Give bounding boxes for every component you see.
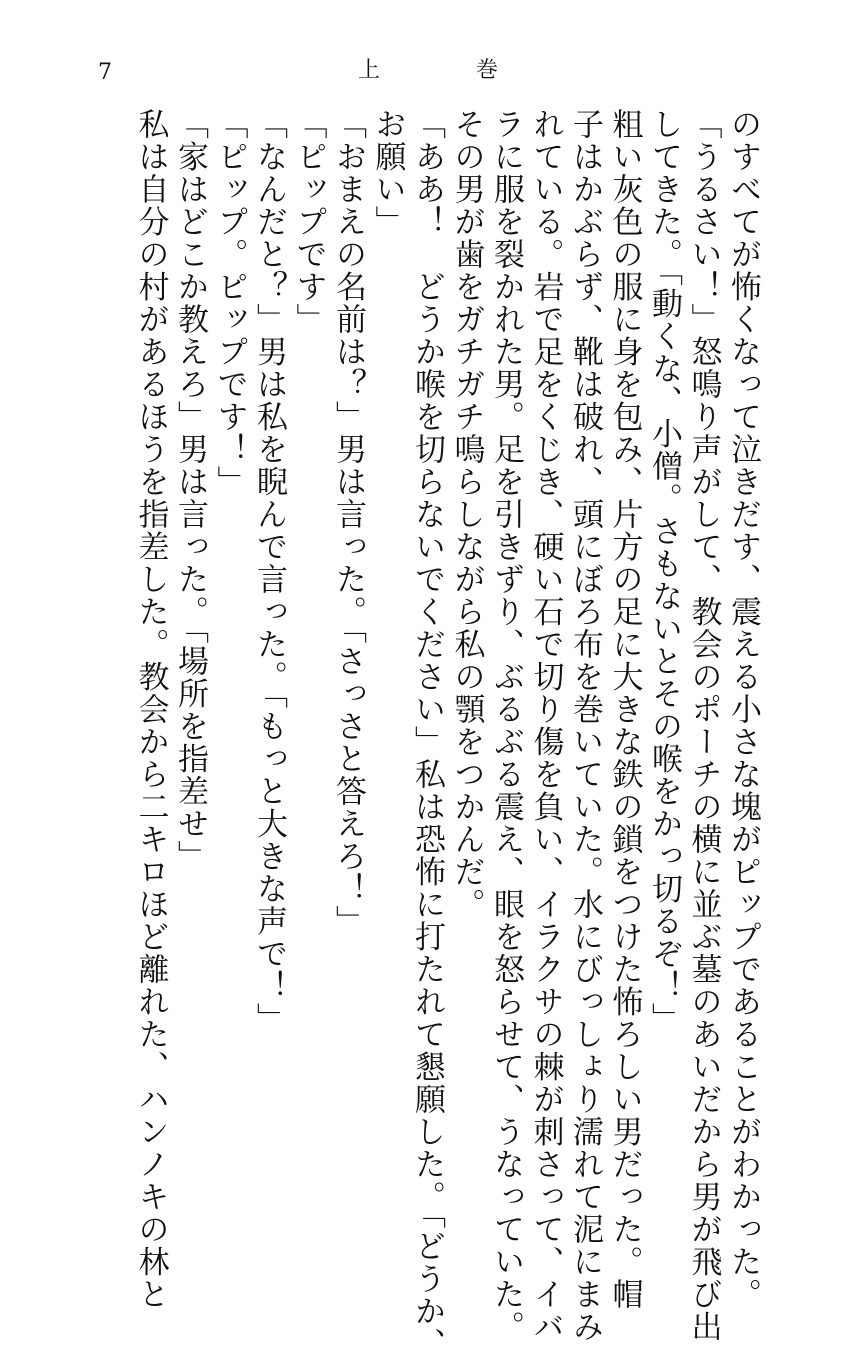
text-line: お願い」 [369,108,406,238]
text-line: 「ピップです」 [290,108,327,336]
page-number: 7 [98,60,112,85]
text-line: その男が歯をガチガチ鳴らしながら私の顎をつかんだ。 [448,108,485,921]
vertical-text-body [79,108,761,1360]
text-line: 私は自分の村があるほうを指差した。教会から二キロほど離れた、ハンノキの林と [132,108,169,1311]
text-line: ラに服を裂かれた男。足を引きずり、ぶるぶる震え、眼を怒らせて、うなっていた。 [488,108,524,1343]
text-line: 「家はどこか教えろ」男は言った。「場所を指差せ」 [172,108,208,873]
text-line: 「なんだと？」男は私を睨んで言った。「もっと大きな声で！」 [251,108,287,1035]
text-line: してきた。「動くな、小僧。さもないとその喉をかっ切るぞ！」 [646,108,682,1035]
running-head [358,60,498,82]
text-line: 子はかぶらず、靴は破れ、頭にぼろ布を巻いていた。水にびっしょり濡れて泥にまみ [567,108,603,1343]
running-head-char-2: 巻 [475,58,498,83]
running-head-char-1: 上 [358,58,381,83]
text-line: れている。岩で足をくじき、硬い石で切り傷を負い、イラクサの棘が刺さって、イバ [527,108,564,1343]
text-line: 「ピップ。ピップです！」 [211,108,248,498]
text-line: 「ああ！ どうか喉を切らないでください」私は恐怖に打たれて懇願した。「どうか、 [409,108,445,1360]
text-line: のすべてが怖くなって泣きだす、震える小さな塊がピップであることがわかった。 [725,108,761,1311]
text-line: 「うるさい！」怒鳴り声がして、教会のポーチの横に並ぶ墓のあいだから男が飛び出 [685,108,722,1343]
text-line: 「おまえの名前は？」男は言った。「さっさと答えろ！」 [330,108,366,938]
text-line: 粗い灰色の服に身を包み、片方の足に大きな鉄の鎖をつけた怖ろしい男だった。帽 [606,108,643,1311]
